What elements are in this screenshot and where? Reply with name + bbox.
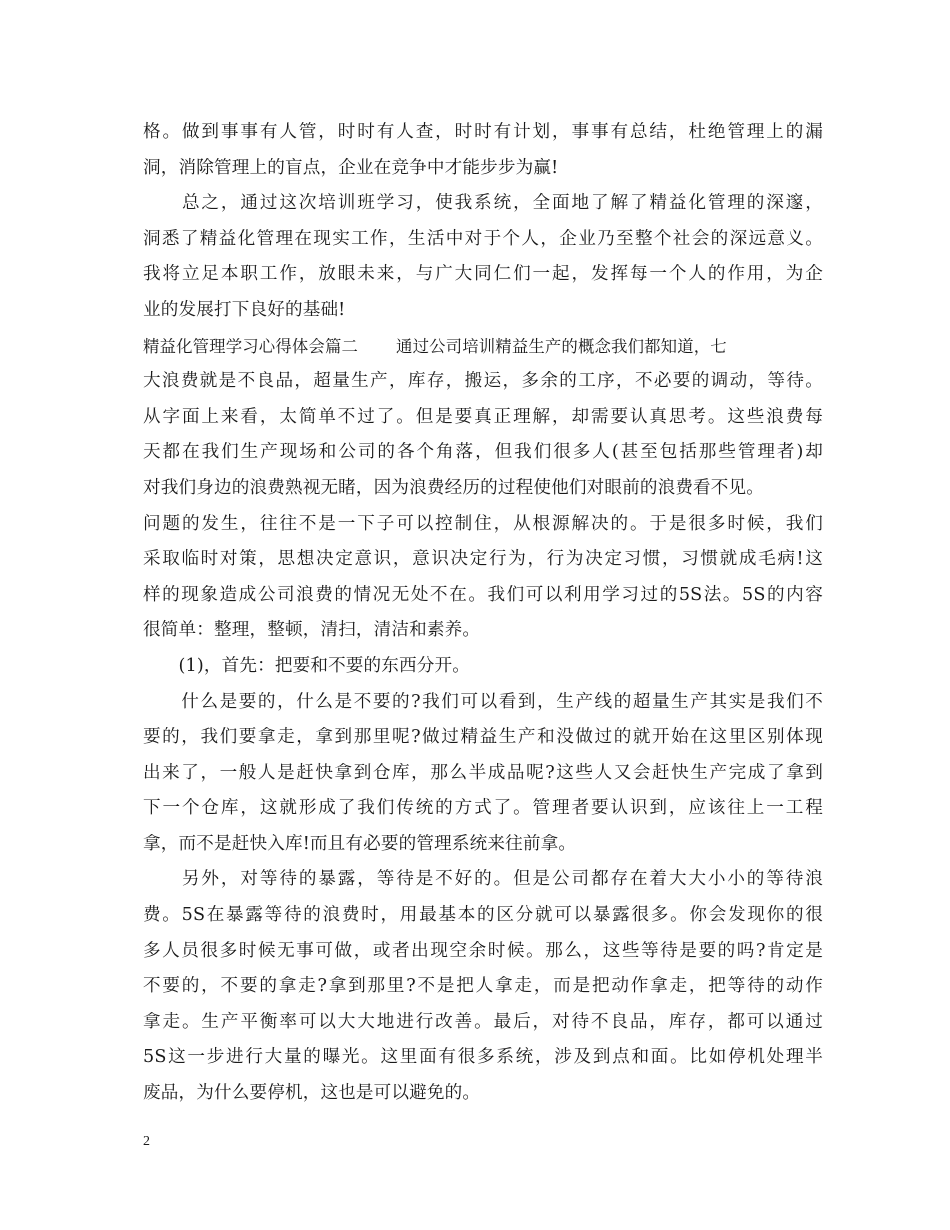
text-line: 多人员很多时候无事可做，或者出现空余时候。那么，这些等待是要的吗?肯定是 (143, 940, 823, 961)
text-line: 出来了，一般人是赶快拿到仓库，那么半成品呢?这些人又会赶快生产完成了拿到 (143, 762, 823, 783)
text-line: 我将立足本职工作，放眼未来，与广大同仁们一起，发挥每一个人的作用，为企 (143, 264, 823, 285)
text-line: 从字面上来看，太简单不过了。但是要真正理解，却需要认真思考。这些浪费每 (143, 406, 823, 427)
text-line: 很简单：整理，整顿，清扫，清洁和素养。 (143, 620, 481, 641)
text-line: 拿，而不是赶快入库!而且有必要的管理系统来往前拿。 (143, 833, 577, 854)
text-line: (1)，首先：把要和不要的东西分开。 (143, 655, 471, 676)
text-line: 业的发展打下良好的基础! (143, 299, 346, 320)
text-line: 天都在我们生产现场和公司的各个角落，但我们很多人(甚至包括那些管理者)却 (143, 442, 823, 463)
text-line: 费。5S在暴露等待的浪费时，用最基本的区分就可以暴露很多。你会发现你的很 (143, 905, 823, 926)
text-line: 格。做到事事有人管，时时有人查，时时有计划，事事有总结，杜绝管理上的漏 (143, 122, 823, 142)
text-line: 不要的，不要的拿走?拿到那里?不是把人拿走，而是把动作拿走，把等待的动作 (143, 976, 823, 997)
text-line: 要的，我们要拿走，拿到那里呢?做过精益生产和没做过的就开始在这里区别体现 (143, 727, 823, 748)
text-line: 另外，对等待的暴露，等待是不好的。但是公司都存在着大大小小的等待浪 (143, 869, 823, 890)
section-heading-text: 通过公司培训精益生产的概念我们都知道，七 (396, 336, 727, 356)
text-line: 下一个仓库，这就形成了我们传统的方式了。管理者要认识到，应该往上一工程 (143, 798, 823, 819)
text-line: 大浪费就是不良品，超量生产，库存，搬运，多余的工序，不必要的调动，等待。 (143, 371, 823, 392)
section-heading-line (143, 329, 823, 365)
text-line: 样的现象造成公司浪费的情况无处不在。我们可以利用学习过的5S法。5S的内容 (143, 584, 823, 605)
text-line: 洞悉了精益化管理在现实工作，生活中对于个人，企业乃至整个社会的深远意义。 (143, 228, 823, 249)
text-line: 什么是要的，什么是不要的?我们可以看到，生产线的超量生产其实是我们不 (143, 691, 823, 712)
text-line: 对我们身边的浪费熟视无睹，因为浪费经历的过程使他们对眼前的浪费看不见。 (143, 477, 765, 498)
text-line: 5S这一步进行大量的曝光。这里面有很多系统，涉及到点和面。比如停机处理半 (143, 1047, 823, 1068)
text-line: 洞，消除管理上的盲点，企业在竞争中才能步步为赢! (143, 157, 559, 178)
page-number: 2 (143, 1134, 150, 1149)
section-heading: 精益化管理学习心得体会篇二 (143, 336, 359, 356)
body-text (143, 115, 823, 1112)
text-line: 拿走。生产平衡率可以大大地进行改善。最后，对待不良品，库存，都可以通过 (143, 1011, 823, 1032)
text-line: 总之，通过这次培训班学习，使我系统，全面地了解了精益化管理的深邃， (143, 193, 823, 214)
text-line: 问题的发生，往往不是一下子可以控制住，从根源解决的。于是很多时候，我们 (143, 513, 823, 534)
text-line: 废品，为什么要停机，这也是可以避免的。 (143, 1083, 481, 1104)
text-line: 采取临时对策，思想决定意识，意识决定行为，行为决定习惯，习惯就成毛病!这 (143, 549, 823, 570)
